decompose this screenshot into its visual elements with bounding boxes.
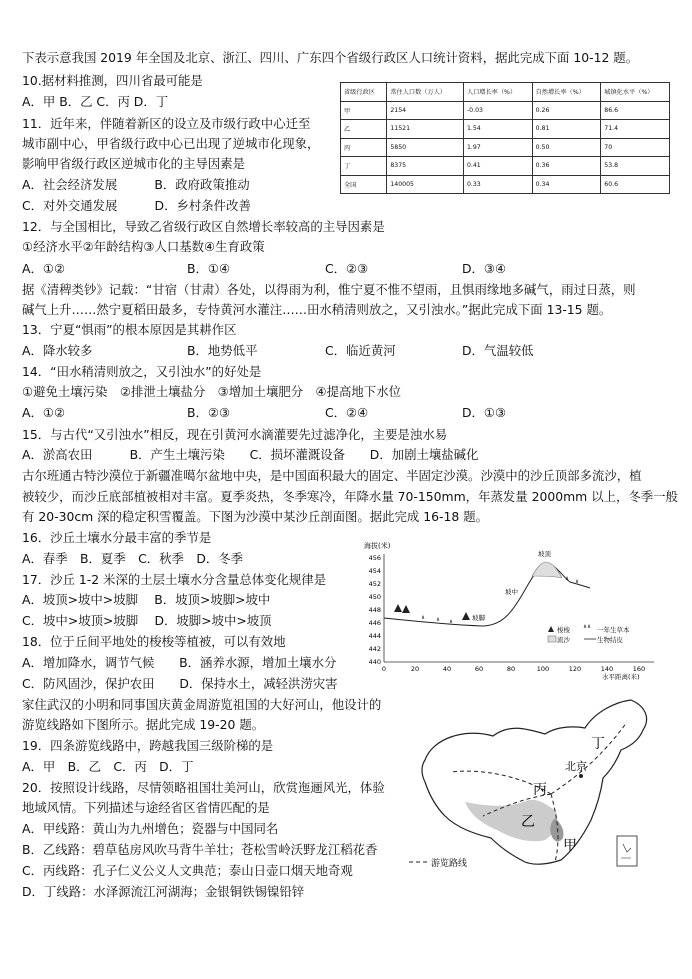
q13-opt-d: D．气温较低 <box>462 343 534 358</box>
q14-items: ①避免土壤污染 ②排泄土壤盐分 ③增加土壤肥分 ④提高地下水位 <box>22 384 401 399</box>
table-row <box>341 157 670 176</box>
q20-opt-a: A．甲线路：黄山为九州增色；瓷器与中国同名 <box>22 821 279 836</box>
label-yi: 乙 <box>521 814 535 830</box>
q11-line2: 城市副中心，甲省级行政中心已出现了逆城市化现象， <box>22 136 320 151</box>
q14-opt-c: C．②④ <box>325 405 369 420</box>
q18-options-cd: C．防风固沙，保护农田 D．保持水土，减轻洪涝灾害 <box>22 676 338 691</box>
legend-crust: 生物结皮 <box>597 636 623 644</box>
q14-opt-b: B．②③ <box>187 405 231 420</box>
passage-19-20-line1: 家住武汉的小明和同事国庆黄金周游览祖国的大好河山，他设计的 <box>22 697 382 712</box>
table-cell: 11521 <box>387 120 464 139</box>
legend-sand-swatch <box>548 636 556 642</box>
q12-opt-d: D．③④ <box>462 261 507 276</box>
q13-stem: 13．宁夏“惧雨”的根本原因是其耕作区 <box>22 322 237 337</box>
table-cell: 1.54 <box>463 120 532 139</box>
table-cell: 0.33 <box>463 175 532 194</box>
table-cell: 53.8 <box>601 157 670 176</box>
q20-line2: 地域风情。下列描述与途经省区省情匹配的是 <box>22 800 270 815</box>
q15-stem: 15．与古代“又引浊水”相反，现在引黄河水滴灌要先过滤净化，主要是浊水易 <box>22 427 448 442</box>
table-cell: 0.36 <box>532 157 601 176</box>
q17-stem: 17．沙丘 1-2 米深的土层土壤水分含量总体变化规律是 <box>22 572 327 587</box>
q14-stem: 14．“田水稍清则放之，又引浊水”的好处是 <box>22 364 262 379</box>
grass-icon <box>422 577 578 623</box>
table-cell: 全国 <box>341 175 387 194</box>
table-cell: 甲 <box>341 101 387 120</box>
label-bing: 丙 <box>533 782 547 798</box>
label-jia: 甲 <box>563 838 577 854</box>
q13-opt-c: C．临近黄河 <box>325 343 396 358</box>
x-tick-label: 20 <box>410 665 420 673</box>
table-header: 常住人口数（万人） <box>387 83 464 102</box>
q12-stem: 12．与全国相比，导致乙省级行政区自然增长率较高的主导因素是 <box>22 219 385 234</box>
x-tick-label: 80 <box>506 665 516 673</box>
y-tick-label: 452 <box>368 580 381 588</box>
label-beijing: 北京 <box>565 760 587 773</box>
table-cell: 86.6 <box>601 101 670 120</box>
q11-line1: 11．近年来，伴随着新区的设立及市级行政中心迁至 <box>22 116 311 131</box>
y-tick-label: 456 <box>368 554 381 562</box>
table-cell: 丙 <box>341 138 387 157</box>
q12-opt-b: B．①④ <box>187 261 231 276</box>
x-tick-label: 120 <box>568 665 582 673</box>
q19-stem: 19．四条游览线路中，跨越我国三级阶梯的是 <box>22 738 274 753</box>
q16-stem: 16．沙丘土壤水分最丰富的季节是 <box>22 530 212 545</box>
y-tick-label: 446 <box>368 619 381 627</box>
q17-options-ab: A．坡顶>坡中>坡脚 B．坡顶>坡脚>坡中 <box>22 592 271 607</box>
x-tick-label: 140 <box>600 665 614 673</box>
q20-line1: 20．按照设计线路，尽情领略祖国壮美河山，欣赏迤逦风光，体验 <box>22 780 385 795</box>
q20-opt-d: D．丁线路：水泽源流江河湖海；金银铜铁锡镍铅锌 <box>22 884 305 899</box>
population-table <box>340 82 670 194</box>
flowing-sand-area <box>532 562 562 578</box>
table-header: 城镇化水平（%） <box>601 83 670 102</box>
y-tick-label: 440 <box>368 658 381 666</box>
q12-opt-a: A．①② <box>22 261 66 276</box>
passage-16-18-line1: 古尔班通古特沙漠位于新疆准噶尔盆地中央，是中国面积最大的固定、半固定沙漠。沙漠中的沙丘顶部多流沙，植 <box>22 468 642 483</box>
legend-grass: 一年生草本 <box>597 626 630 634</box>
table-cell: 0.81 <box>532 120 601 139</box>
label-ding: 丁 <box>591 736 605 752</box>
legend-sand: 流沙 <box>557 636 570 644</box>
table-row <box>341 138 670 157</box>
passage-13-15-line2: 碱气上升……然宁夏稻田最多，专恃黄河水灌注……田水稍清则放之，又引浊水。”据此完成下面 13-15 题。 <box>22 302 612 317</box>
q17-options-cd: C．坡中>坡顶>坡脚 D．坡脚>坡中>坡顶 <box>22 613 272 628</box>
table-cell: 5850 <box>387 138 464 157</box>
q20-opt-b: B．乙线路：碧草毡房风吹马背牛羊壮；苍松雪岭沃野龙江稻花香 <box>22 842 378 857</box>
table-cell: 丁 <box>341 157 387 176</box>
table-row <box>341 175 670 194</box>
q19-options: A．甲 B．乙 C．丙 D．丁 <box>22 759 194 774</box>
table-cell: 乙 <box>341 120 387 139</box>
x-tick-label: 40 <box>442 665 452 673</box>
tree-icon <box>394 604 470 620</box>
table-cell: 60.6 <box>601 175 670 194</box>
table-cell: 0.41 <box>463 157 532 176</box>
q14-opt-d: D．①③ <box>462 405 507 420</box>
legend-grass-icon <box>584 625 590 628</box>
table-cell: -0.03 <box>463 101 532 120</box>
q13-opt-a: A．降水较多 <box>22 343 93 358</box>
y-tick-label: 450 <box>368 593 381 601</box>
table-cell: 70 <box>601 138 670 157</box>
y-tick-label: 444 <box>368 632 381 640</box>
passage-13-15-line1: 据《清稗类钞》记载：“甘宿（甘肃）各处，以得雨为利，惟宁夏不惟不望雨，且惧雨缘地多碱气，雨过日蒸，则 <box>22 282 636 297</box>
table-row <box>341 120 670 139</box>
label-dune-middle: 坡中 <box>505 588 518 596</box>
x-tick-label: 160 <box>632 665 646 673</box>
q15-options: A．淤高农田 B．产生土壤污染 C．损坏灌溉设备 D．加剧土壤盐碱化 <box>22 447 479 462</box>
passage-16-18-line3: 有 20-30cm 深的稳定积雪覆盖。下图为沙漠中某沙丘剖面图。据此完成 16-18 题。 <box>22 509 488 524</box>
table-header: 省级行政区 <box>341 83 387 102</box>
label-dune-foot: 坡脚 <box>472 614 485 622</box>
table-cell: 2154 <box>387 101 464 120</box>
table-cell: 0.50 <box>532 138 601 157</box>
table-cell: 0.34 <box>532 175 601 194</box>
dune-ylabel: 海拔(米) <box>364 542 391 550</box>
q12-items: ①经济水平②年龄结构③人口基数④生育政策 <box>22 239 265 254</box>
q18-stem: 18．位于丘间平地处的梭梭等植被，可以有效地 <box>22 634 286 649</box>
y-tick-label: 448 <box>368 606 381 614</box>
q13-opt-b: B．地势低平 <box>187 343 258 358</box>
y-tick-label: 442 <box>368 645 381 653</box>
x-tick-label: 0 <box>381 665 387 673</box>
legend-suosuo: 梭梭 <box>557 626 570 634</box>
dune-xlabel: 水平距离(米) <box>602 673 640 680</box>
table-header: 人口增长率（%） <box>463 83 532 102</box>
q20-opt-c: C．丙线路：孔子仁义公义人文典范；泰山日壶口烟天地奇观 <box>22 863 353 878</box>
intro-10-12: 下表示意我国 2019 年全国及北京、浙江、四川、广东四个省级行政区人口统计资料，据此完成下面 10-12 题。 <box>22 50 639 65</box>
q10-options: A．甲 B．乙 C．丙 D．丁 <box>22 94 169 109</box>
table-cell: 140005 <box>387 175 464 194</box>
table-row <box>341 101 670 120</box>
legend-tree-icon <box>548 626 554 632</box>
table-header-row <box>341 83 670 102</box>
q18-options-ab: A．增加降水，调节气候 B．涵养水源，增加土壤水分 <box>22 655 337 670</box>
table-cell: 8375 <box>387 157 464 176</box>
q12-opt-c: C．②③ <box>325 261 369 276</box>
q11-options-ab: A．社会经济发展 B．政府政策推动 <box>22 177 250 192</box>
q10-stem: 10.据材料推测，四川省最可能是 <box>22 73 203 88</box>
table-cell: 1.97 <box>463 138 532 157</box>
q11-options-cd: C．对外交通发展 D．乡村条件改善 <box>22 198 251 213</box>
route-map-figure <box>405 698 667 894</box>
table-cell: 71.4 <box>601 120 670 139</box>
legend-route-label: 游览路线 <box>431 859 468 869</box>
y-tick-label: 454 <box>368 567 381 575</box>
south-sea-inset <box>617 836 637 866</box>
label-dune-top: 坡顶 <box>538 550 551 558</box>
x-tick-label: 60 <box>474 665 484 673</box>
q14-opt-a: A．①② <box>22 405 66 420</box>
x-tick-label: 100 <box>536 665 550 673</box>
beijing-marker <box>579 774 583 778</box>
dune-profile-figure <box>362 540 662 680</box>
table-cell: 0.26 <box>532 101 601 120</box>
q16-options: A．春季 B．夏季 C．秋季 D．冬季 <box>22 551 244 566</box>
table-header: 自然增长率（%） <box>532 83 601 102</box>
passage-19-20-line2: 游览线路如下图所示。据此完成 19-20 题。 <box>22 717 265 732</box>
passage-16-18-line2: 被较少，而沙丘底部植被相对丰富。夏季炎热，冬季寒冷，年降水量 70-150mm，年蒸发量 2000mm 以上，冬季一般 <box>22 489 678 504</box>
q11-line3: 影响甲省级行政区逆城市化的主导因素是 <box>22 156 246 171</box>
